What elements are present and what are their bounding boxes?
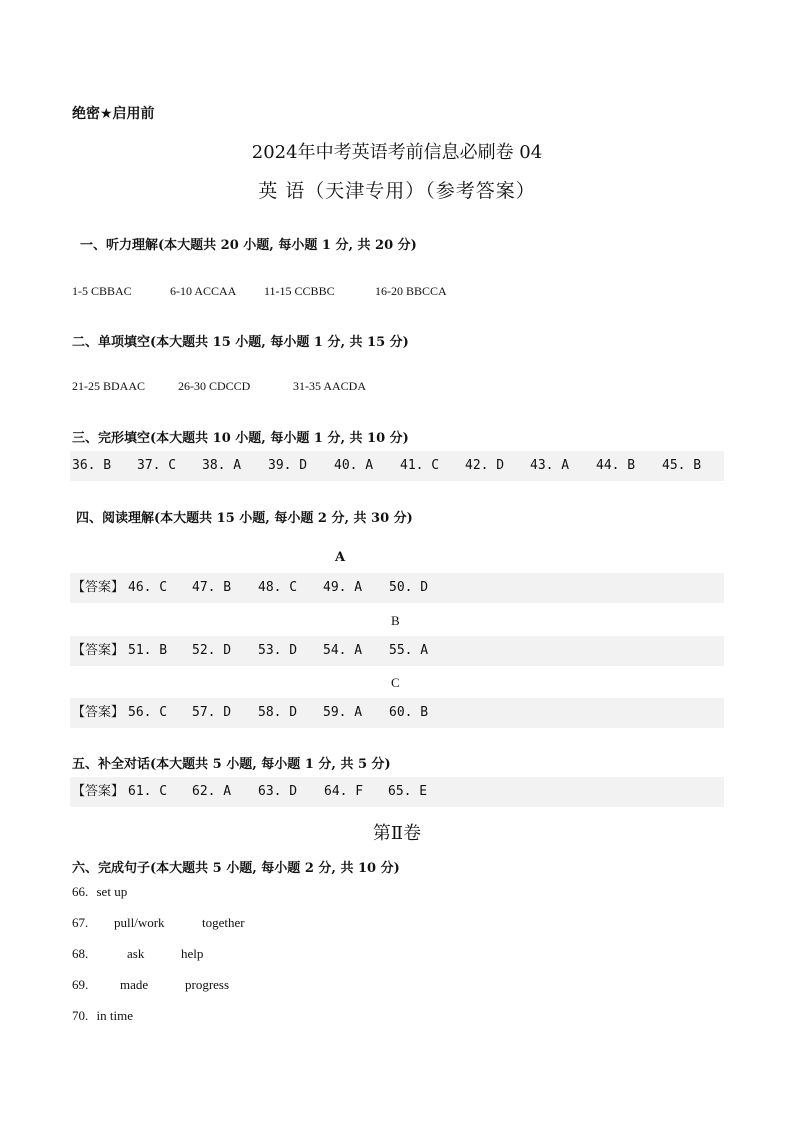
paper-subtitle: 英 语（天津专用）（参考答案） xyxy=(258,180,536,202)
section-heading-reading: 四、阅读理解(本大题共 15 小题, 每小题 2 分, 共 30 分) xyxy=(76,511,413,526)
answer-item: 39. D xyxy=(268,458,308,473)
answer-item: 62. A xyxy=(192,784,232,799)
answer-item: 55. A xyxy=(389,643,429,658)
answer-group: 31-35 AACDA xyxy=(293,379,367,393)
answer-item: 60. B xyxy=(389,705,429,720)
answer-item: 64. F xyxy=(324,784,364,799)
passage-label-b: B xyxy=(391,613,400,628)
paper-title: 2024年中考英语考前信息必刷卷 04 xyxy=(251,142,543,163)
answer-item: 43. A xyxy=(530,458,570,473)
answer-item: 42. D xyxy=(465,458,505,473)
answer-group: 26-30 CDCCD xyxy=(178,379,251,393)
answer-tag: 【答案】 xyxy=(72,580,125,595)
answer-item: 65. E xyxy=(388,784,428,799)
answer-tag: 【答案】 xyxy=(72,643,125,658)
answer-band-reading-c xyxy=(70,698,724,728)
item-answer: ask xyxy=(127,946,145,961)
answer-item: 59. A xyxy=(323,705,363,720)
passage-label-c: C xyxy=(391,675,400,690)
answer-item: 53. D xyxy=(258,643,298,658)
item-answer: help xyxy=(181,946,204,961)
answer-group: 1-5 CBBAC xyxy=(72,284,132,298)
item-answer: in time xyxy=(96,1008,133,1023)
answer-item: 54. A xyxy=(323,643,363,658)
item-number: 70. xyxy=(72,1008,89,1023)
answer-group: 16-20 BBCCA xyxy=(375,284,447,298)
answer-item: 36. B xyxy=(72,458,112,473)
item-number: 69. xyxy=(72,977,89,992)
confidential-label: 绝密★启用前 xyxy=(72,106,155,122)
answer-item: 52. D xyxy=(192,643,232,658)
item-number: 66. xyxy=(72,884,89,899)
list-item xyxy=(72,946,204,962)
answer-band-reading-a xyxy=(70,573,724,603)
answer-tag: 【答案】 xyxy=(72,705,125,720)
answer-item: 49. A xyxy=(323,580,363,595)
answer-item: 63. D xyxy=(258,784,298,799)
item-answer: together xyxy=(202,915,245,930)
answer-tag: 【答案】 xyxy=(72,784,125,799)
answer-item: 56. C xyxy=(128,705,168,720)
answer-group: 6-10 ACCAA xyxy=(170,284,237,298)
answer-item: 51. B xyxy=(128,643,168,658)
answer-item: 57. D xyxy=(192,705,232,720)
item-number: 67. xyxy=(72,915,89,930)
answer-item: 38. A xyxy=(202,458,242,473)
answer-item: 44. B xyxy=(596,458,636,473)
item-answer: made xyxy=(120,977,149,992)
item-answer: pull/work xyxy=(114,915,165,930)
list-item xyxy=(72,977,230,993)
answer-band-dialogue xyxy=(70,777,724,807)
answer-group: 21-25 BDAAC xyxy=(72,379,146,393)
section-heading-dialogue: 五、补全对话(本大题共 5 小题, 每小题 1 分, 共 5 分) xyxy=(72,757,391,772)
answer-item: 50. D xyxy=(389,580,429,595)
answer-item: 47. B xyxy=(192,580,232,595)
item-answer: progress xyxy=(185,977,230,992)
answer-item: 37. C xyxy=(137,458,177,473)
item-number: 68. xyxy=(72,946,89,961)
answer-item: 41. C xyxy=(400,458,440,473)
answer-band-cloze xyxy=(70,451,724,481)
answer-item: 61. C xyxy=(128,784,168,799)
volume-two-heading: 第Ⅱ卷 xyxy=(372,823,422,844)
answer-item: 58. D xyxy=(258,705,298,720)
answer-item: 46. C xyxy=(128,580,168,595)
list-item xyxy=(72,1008,133,1024)
section-heading-cloze: 三、完形填空(本大题共 10 小题, 每小题 1 分, 共 10 分) xyxy=(72,431,409,446)
answer-item: 45. B xyxy=(662,458,702,473)
answer-band-reading-b xyxy=(70,636,724,666)
list-item xyxy=(72,884,127,900)
answer-group: 11-15 CCBBC xyxy=(264,284,335,298)
answer-item: 40. A xyxy=(334,458,374,473)
answer-item: 48. C xyxy=(258,580,298,595)
section-heading-sentence-completion: 六、完成句子(本大题共 5 小题, 每小题 2 分, 共 10 分) xyxy=(72,861,400,876)
passage-label-a: A xyxy=(335,550,346,565)
item-answer: set up xyxy=(96,884,128,899)
section-heading-listening: 一、听力理解(本大题共 20 小题, 每小题 1 分, 共 20 分) xyxy=(80,238,417,253)
list-item xyxy=(72,915,245,931)
section-heading-single-choice: 二、单项填空(本大题共 15 小题, 每小题 1 分, 共 15 分) xyxy=(72,335,409,350)
